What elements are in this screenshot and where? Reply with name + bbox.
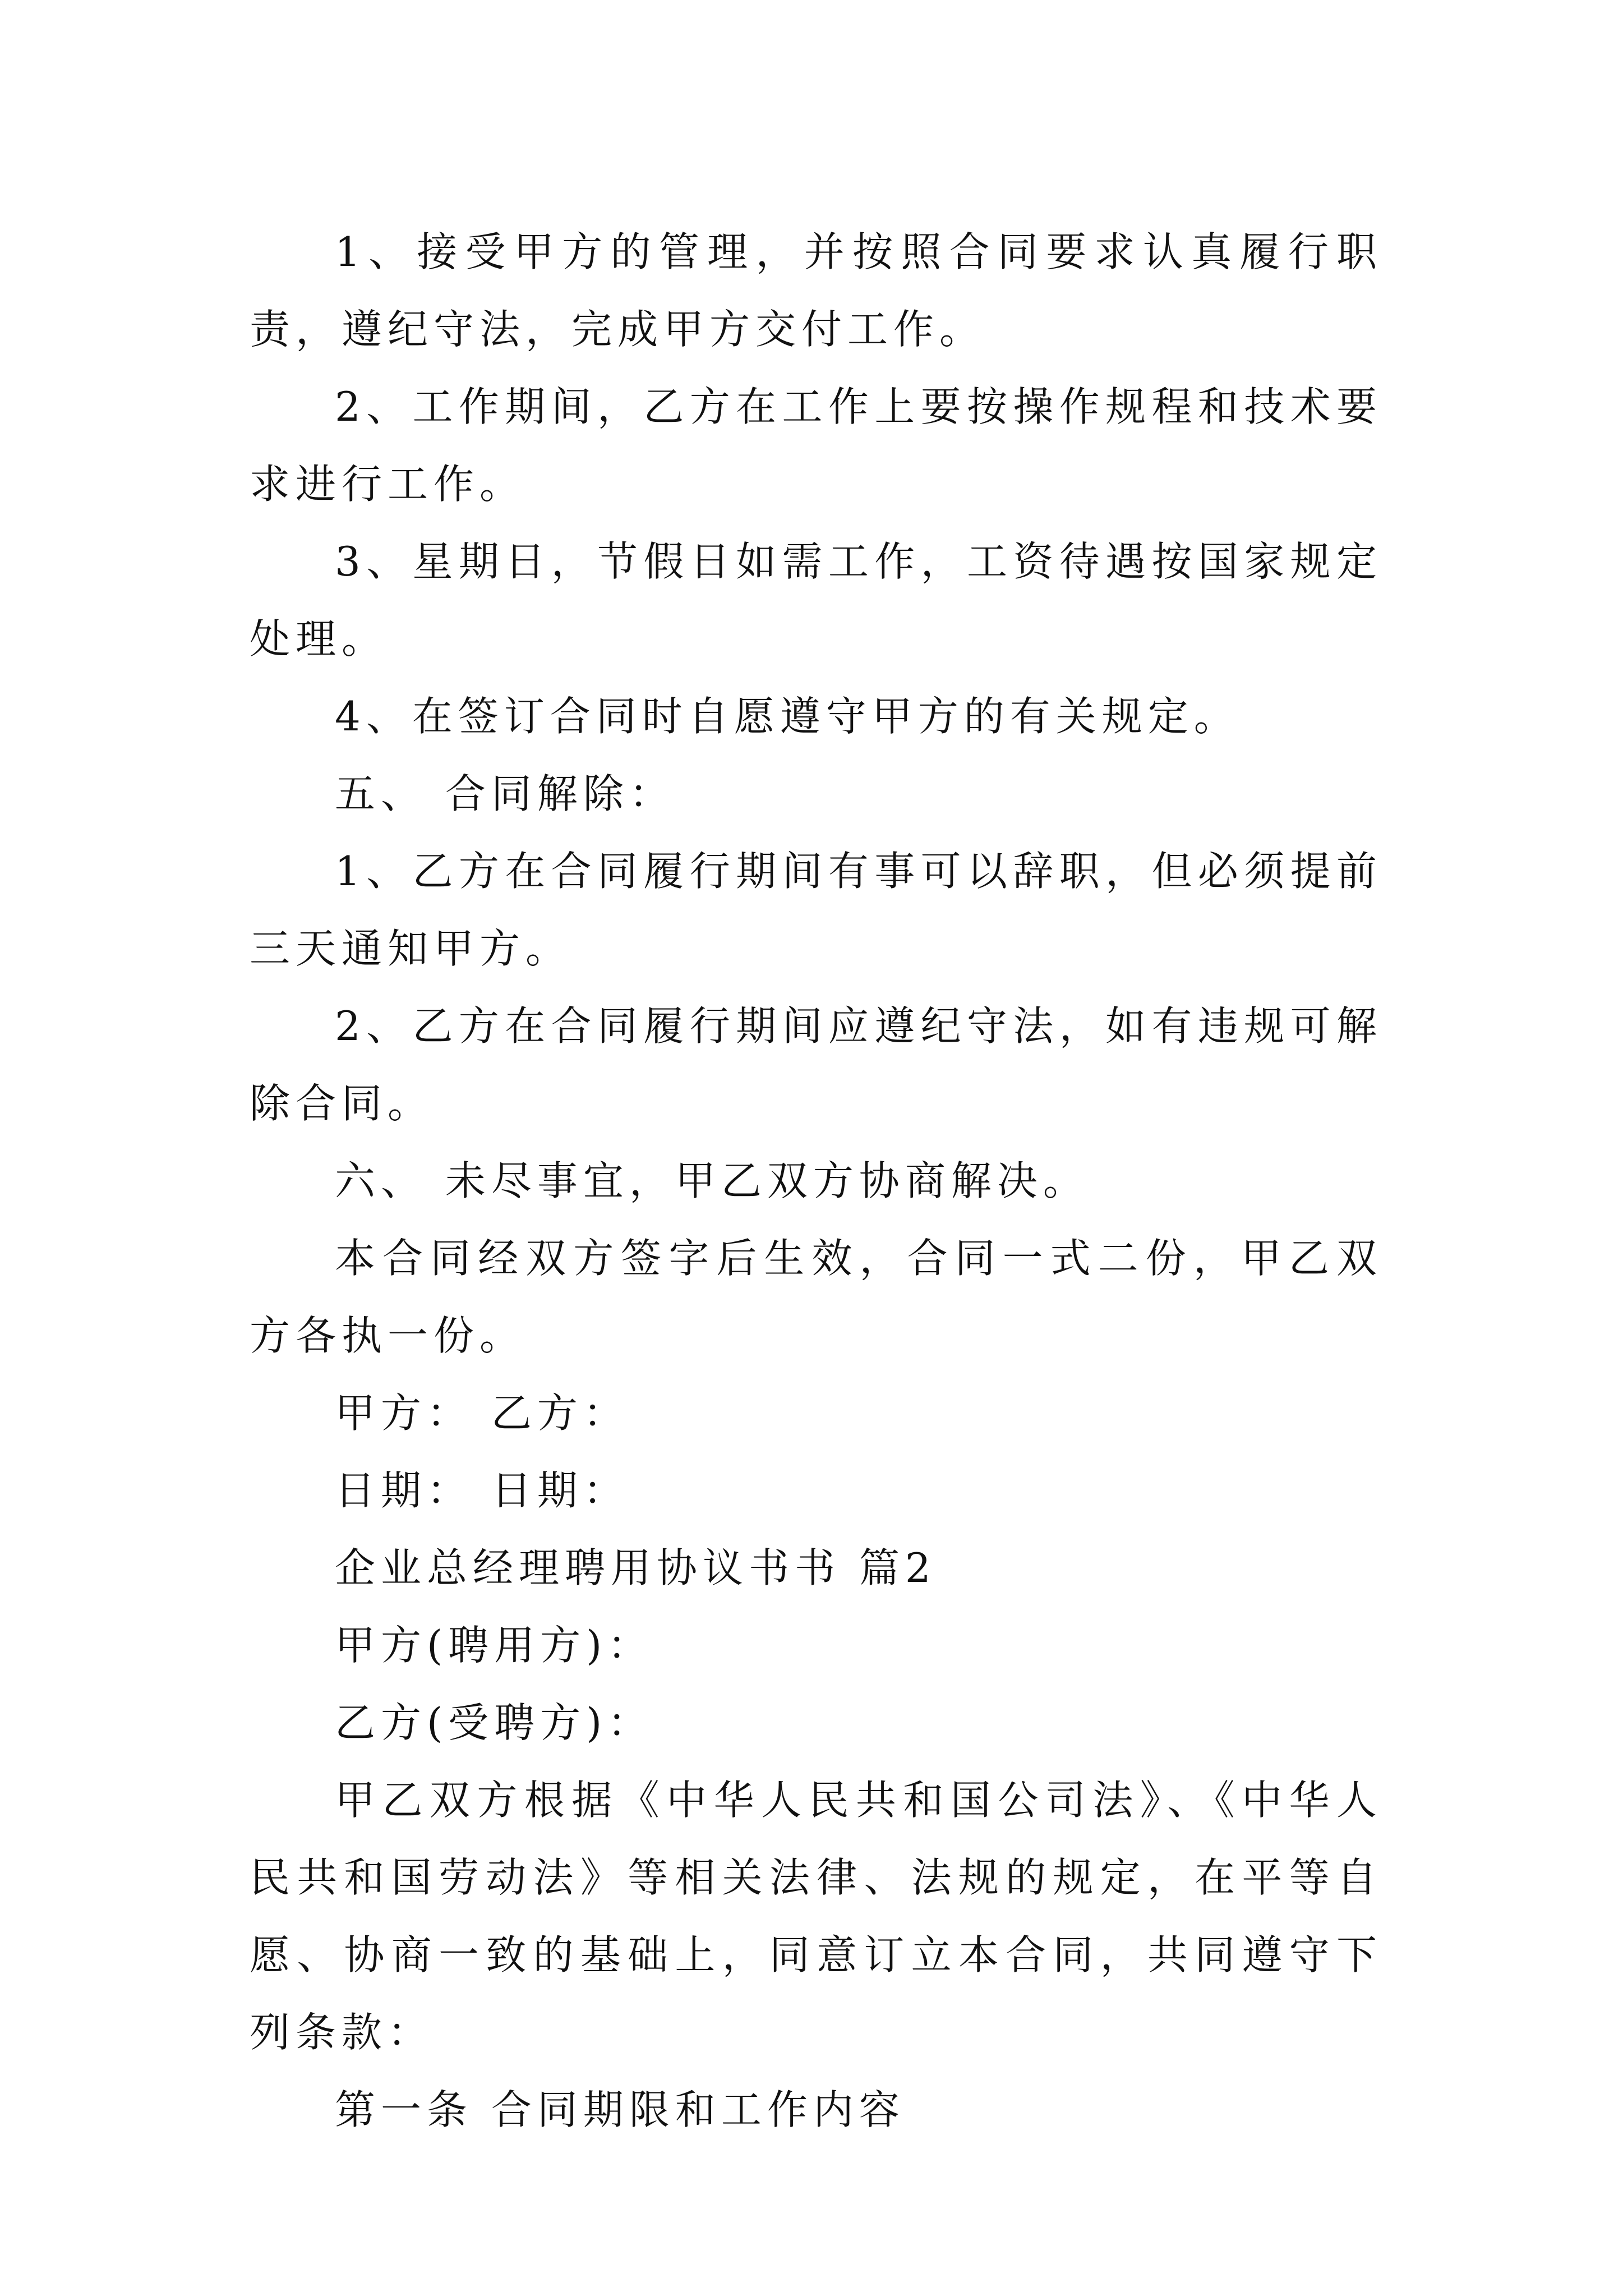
paragraph-termination-1: 1、乙方在合同履行期间有事可以辞职，但必须提前三天通知甲方。 — [250, 848, 1382, 972]
agreement-title: 企业总经理聘用协议书书 篇2 — [335, 1544, 937, 1591]
paragraph-legal-basis: 甲乙双方根据《中华人民共和国公司法》、《中华人民共和国劳动法》等相关法律、法规的规定，在平等自愿、协商一致的基础上，同意订立本合同，共同遵守下列条款： — [250, 1777, 1382, 2056]
section-heading-termination: 五、 合同解除： — [335, 770, 675, 817]
signature-parties-line: 甲方： 乙方： — [335, 1389, 629, 1437]
paragraph-termination-2: 2、乙方在合同履行期间应遵纪守法，如有违规可解除合同。 — [250, 1002, 1382, 1127]
paragraph-duty-1: 1、接受甲方的管理，并按照合同要求认真履行职责，遵纪守法，完成甲方交付工作。 — [250, 228, 1382, 353]
document-body — [250, 213, 1382, 2148]
paragraph-effectiveness: 本合同经双方签字后生效，合同一式二份，甲乙双方各执一份。 — [250, 1235, 1382, 1359]
paragraph-duty-4: 4、在签订合同时自愿遵守甲方的有关规定。 — [335, 693, 1240, 740]
signature-date-line: 日期： 日期： — [335, 1467, 629, 1514]
party-a-line: 甲方(聘用方)： — [335, 1622, 654, 1669]
article-1-heading: 第一条 合同期限和工作内容 — [335, 2086, 905, 2133]
party-b-line: 乙方(受聘方)： — [335, 1699, 654, 1746]
paragraph-duty-3: 3、星期日，节假日如需工作，工资待遇按国家规定处理。 — [250, 538, 1382, 662]
section-heading-other-matters: 六、 未尽事宜，甲乙双方协商解决。 — [335, 1157, 1089, 1204]
paragraph-duty-2: 2、工作期间，乙方在工作上要按操作规程和技术要求进行工作。 — [250, 383, 1382, 508]
